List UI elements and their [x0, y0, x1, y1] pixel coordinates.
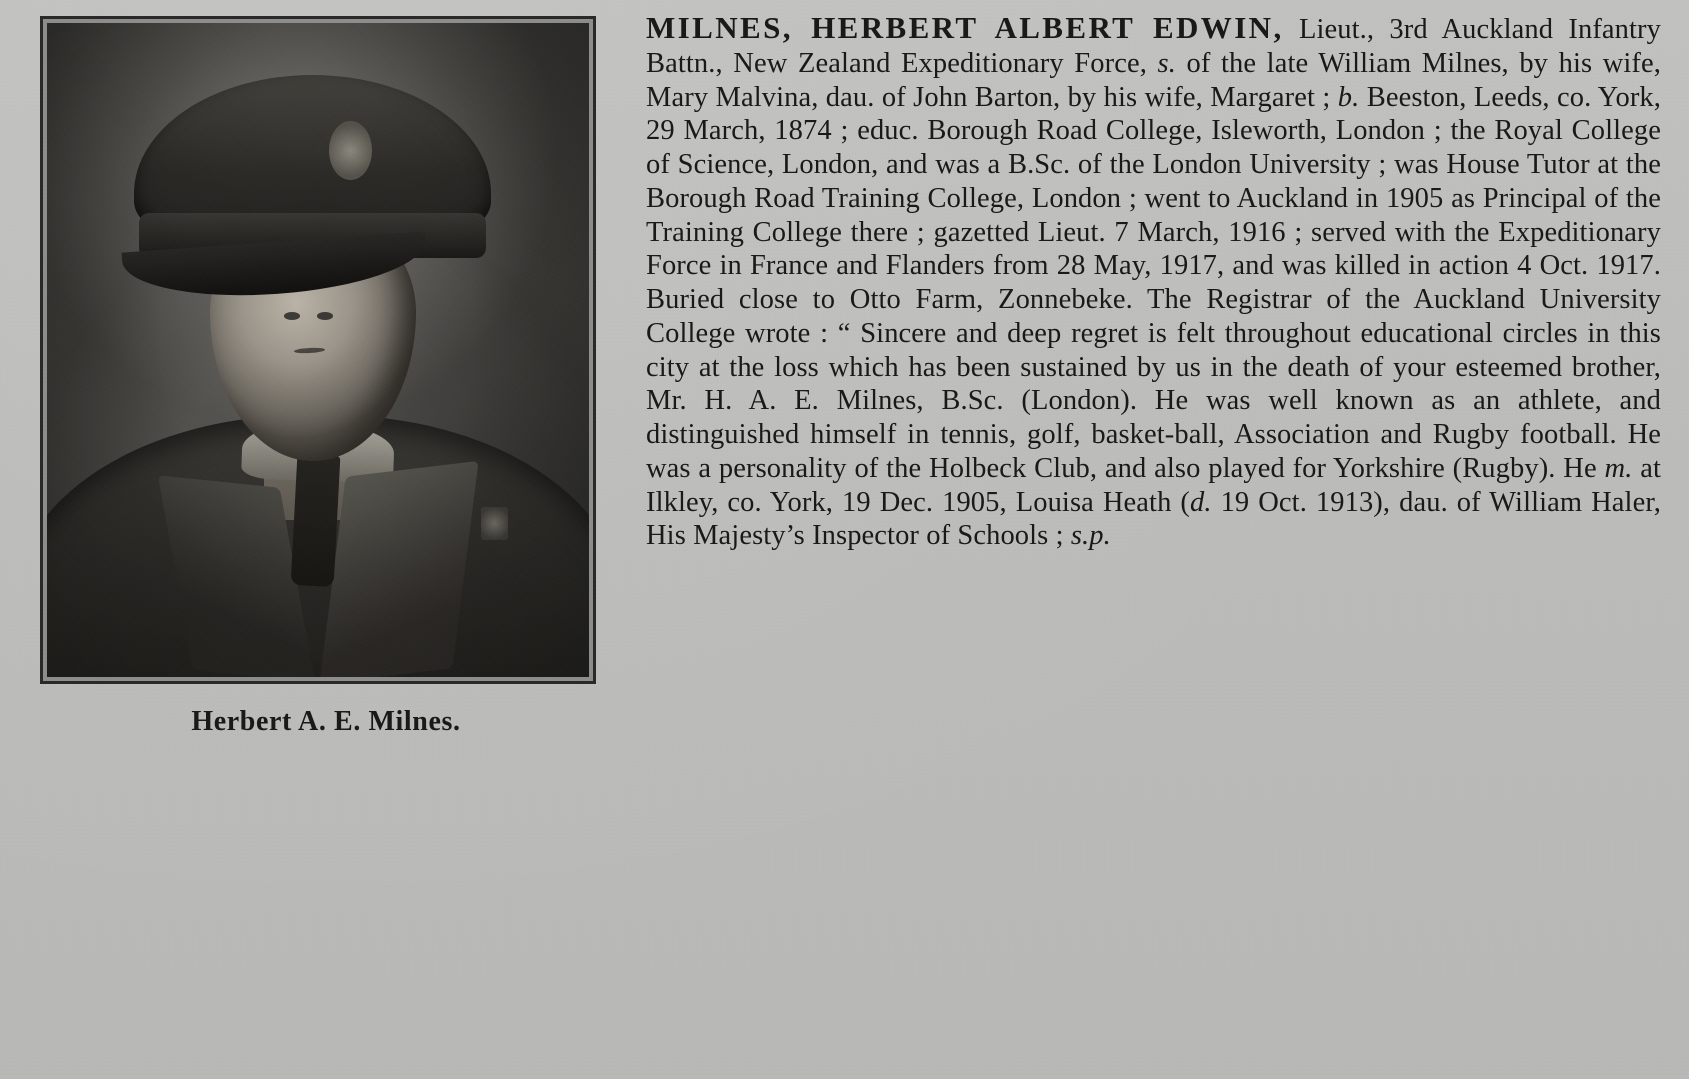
entry-surname: MILNES,: [646, 10, 793, 45]
abbr-son: s.: [1157, 47, 1176, 79]
portrait-caption: Herbert A. E. Milnes.: [191, 706, 461, 737]
entry-marriage: at Ilkley, co. York, 19 Dec. 1905, Louisa Heath (: [646, 452, 1661, 518]
abbr-sine-prole: s.p.: [1070, 520, 1111, 552]
portrait-frame: [40, 16, 596, 684]
entry-rank-unit: Lieut., 3rd Auckland Infantry Battn., New Zealand Expeditionary Force,: [646, 14, 1661, 79]
abbr-married: m.: [1604, 452, 1633, 484]
entry-forenames: HERBERT ALBERT EDWIN,: [811, 10, 1284, 45]
portrait-block: [40, 16, 612, 738]
entry-biography: Beeston, Leeds, co. York, 29 March, 1874 ; educ. Borough Road College, Isleworth, London ; the Royal College of Science, London, and was a B.Sc. of the London University ; was House Tutor at the Borough Road Training College, London ; went to Auckland in 1905 as Principal of the Training College there ; gazetted Lieut. 7 March, 1916 ; served with the Expeditionary Force in France and Flanders from 28 May, 1917, and was killed in action 4 Oct. 1917. Buried close to Otto Farm, Zonnebeke. The Registrar of the Auckland University College wrote : “ Sincere and deep regret is felt throughout educational circles in this city at the loss which has been sustained by us in the death of your esteemed brother, Mr. H. A. E. Milnes, B.Sc. (London). He was well known as an athlete, and distinguished himself in tennis, golf, basket-ball, Association and Rugby football. He was a personality of the Holbeck Club, and also played for Yorkshire (Rugby). He: [646, 81, 1661, 484]
entry-marriage-tail: 19 Oct. 1913), dau. of William Haler, His Majesty’s Inspector of Schools ;: [646, 486, 1661, 552]
photo-halftone-noise: [47, 23, 589, 677]
entry-parentage: of the late William Milnes, by his wife, Mary Malvina, dau. of John Barton, by his wife, Margaret ;: [646, 47, 1661, 113]
portrait-photo: [47, 23, 589, 677]
abbr-died: d.: [1190, 486, 1212, 518]
abbr-born: b.: [1337, 81, 1360, 113]
